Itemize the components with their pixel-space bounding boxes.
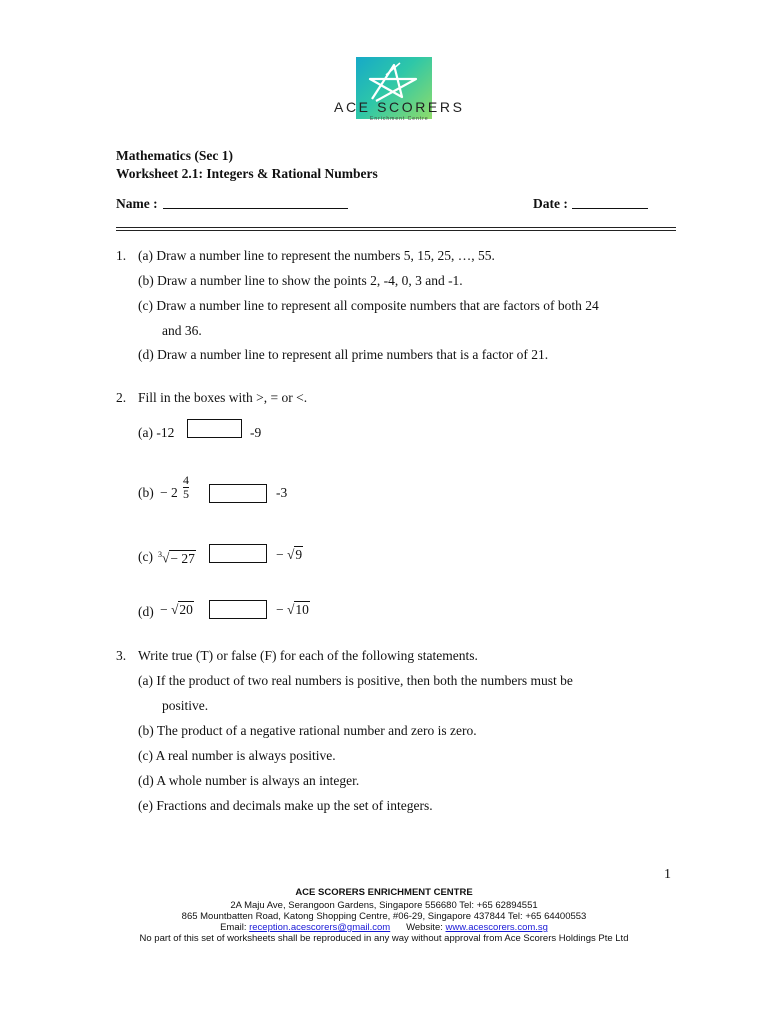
question-3c: (c) A real number is always positive.	[138, 748, 336, 763]
question-3-number: 3.	[116, 648, 127, 663]
radicand: − 27	[170, 550, 195, 566]
mixed-fraction	[183, 474, 189, 501]
page-number: 1	[664, 867, 671, 882]
radical-icon: √	[287, 547, 295, 562]
question-1-number: 1.	[116, 248, 127, 263]
radicand: 9	[295, 547, 303, 562]
question-2-text: Fill in the boxes with >, = or <.	[138, 390, 308, 405]
question-2b-right: -3	[276, 485, 288, 500]
radical-icon: √	[162, 550, 170, 566]
date-field-line[interactable]	[572, 208, 648, 209]
logo-tagline: Enrichment Centre	[370, 116, 429, 122]
answer-box-2a[interactable]	[187, 419, 242, 438]
question-1b: (b) Draw a number line to show the points 2, -4, 0, 3 and -1.	[138, 273, 463, 288]
question-2-number: 2.	[116, 390, 127, 405]
worksheet-title: Worksheet 2.1: Integers & Rational Numbers	[116, 166, 378, 181]
logo-brand-text: ACE SCORERS	[334, 99, 465, 115]
answer-box-2b[interactable]	[209, 484, 267, 503]
question-2a-label: (a) -12	[138, 425, 175, 440]
question-3-text: Write true (T) or false (F) for each of the following statements.	[138, 648, 478, 663]
question-1c: (c) Draw a number line to represent all composite numbers that are factors of both 24	[138, 298, 599, 313]
root-index: 3	[158, 550, 162, 559]
footer-address-1: 2A Maju Ave, Serangoon Gardens, Singapore 556680 Tel: +65 62894551	[230, 900, 538, 911]
name-field-line[interactable]	[163, 208, 348, 209]
footer-contact	[0, 922, 768, 933]
website-link[interactable]: www.acescorers.com.sg	[445, 922, 548, 933]
footer-address-2: 865 Mountbatten Road, Katong Shopping Centre, #06-29, Singapore 437844 Tel: +65 64400553	[181, 911, 587, 922]
website-label: Website:	[406, 922, 443, 933]
question-2a-right: -9	[250, 425, 262, 440]
minus-sign: −	[276, 602, 284, 617]
fraction-denominator: 5	[183, 487, 189, 501]
footer-centre-name: ACE SCORERS ENRICHMENT CENTRE	[295, 887, 473, 898]
question-2b-whole: − 2	[160, 485, 178, 500]
question-3b: (b) The product of a negative rational number and zero is zero.	[138, 723, 477, 738]
question-1d: (d) Draw a number line to represent all prime numbers that is a factor of 21.	[138, 347, 549, 362]
radicand: 10	[295, 602, 309, 617]
radical-icon: √	[287, 602, 295, 617]
subject-title: Mathematics (Sec 1)	[116, 148, 233, 163]
email-link[interactable]: reception.acescorers@gmail.com	[249, 922, 391, 933]
minus-sign: −	[160, 602, 168, 617]
answer-box-2c[interactable]	[209, 544, 267, 563]
question-1a: (a) Draw a number line to represent the numbers 5, 15, 25, …, 55.	[138, 248, 495, 263]
minus-sign: −	[276, 547, 284, 562]
fraction-numerator: 4	[183, 473, 189, 487]
header-divider	[116, 230, 676, 231]
answer-box-2d[interactable]	[209, 600, 267, 619]
question-1c-cont: and 36.	[162, 323, 202, 338]
question-3a: (a) If the product of two real numbers is positive, then both the numbers must be	[138, 673, 573, 688]
header-divider	[116, 227, 676, 228]
question-3a-cont: positive.	[162, 698, 209, 713]
cube-root-expression	[158, 546, 196, 568]
radicand: 20	[179, 602, 193, 617]
name-label: Name :	[116, 196, 158, 211]
question-2b-label: (b)	[138, 485, 154, 500]
radical-icon: √	[171, 602, 179, 617]
square-root-expression	[276, 601, 310, 619]
email-label: Email:	[220, 922, 247, 933]
question-3e: (e) Fractions and decimals make up the set of integers.	[138, 798, 433, 813]
square-root-expression	[160, 601, 194, 619]
question-3d: (d) A whole number is always an integer.	[138, 773, 360, 788]
square-root-expression	[276, 546, 303, 564]
question-2d-label: (d)	[138, 604, 154, 619]
footer-notice: No part of this set of worksheets shall be reproduced in any way without approval from Ace Scorers Holdings Pte Ltd	[139, 933, 629, 944]
date-label: Date :	[533, 196, 568, 211]
question-2c-label: (c)	[138, 549, 153, 564]
